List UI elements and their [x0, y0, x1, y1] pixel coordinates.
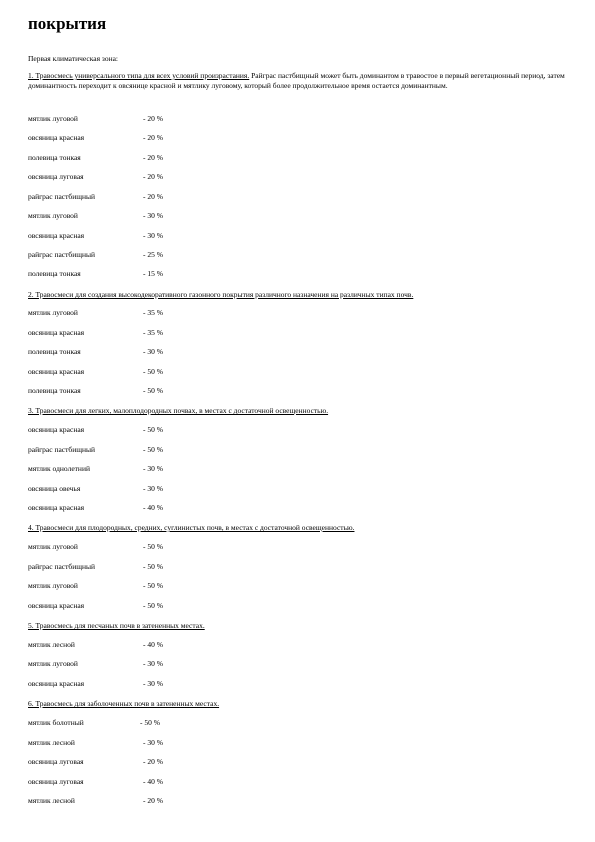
grass-percent: - 25 % [143, 250, 163, 259]
grass-percent: - 50 % [143, 445, 163, 454]
grass-percent: - 20 % [143, 796, 163, 805]
grass-name: мятлик луговой [28, 308, 78, 317]
grass-percent: - 20 % [143, 757, 163, 766]
grass-percent: - 50 % [140, 718, 160, 727]
grass-percent: - 40 % [143, 503, 163, 512]
grass-name: овсяница красная [28, 679, 85, 688]
grass-percent: - 50 % [143, 386, 163, 395]
grass-percent: - 35 % [143, 308, 163, 317]
grass-percent: - 30 % [143, 231, 163, 240]
grass-name: овсяница красная [28, 601, 85, 610]
climate-zone-subtitle: Первая климатическая зона: [28, 54, 119, 63]
section-heading [28, 699, 566, 709]
grass-percent: - 20 % [143, 133, 163, 142]
grass-percent: - 30 % [143, 738, 163, 747]
grass-name: мятлик лесной [28, 796, 75, 805]
grass-percent: - 15 % [143, 269, 163, 278]
grass-name: полевица тонкая [28, 153, 81, 162]
grass-percent: - 20 % [143, 153, 163, 162]
section-heading-lead: 4. Травосмеси для плодородных, средних, суглинистых почв, в местах с достаточной освещенностью. [28, 523, 355, 532]
grass-name: райграс пастбищный [28, 250, 96, 259]
grass-name: овсяница красная [28, 503, 85, 512]
grass-percent: - 50 % [143, 562, 163, 571]
grass-name: овсяница луговая [28, 777, 84, 786]
section-heading-lead: 1. Травосмесь универсального типа для всех условий произрастания. [28, 71, 250, 80]
section-heading [28, 523, 566, 533]
section-heading [28, 621, 566, 631]
grass-name: мятлик луговой [28, 114, 78, 123]
grass-percent: - 30 % [143, 484, 163, 493]
grass-name: овсяница овечья [28, 484, 81, 493]
section-heading-lead: 2. Травосмеси для создания высокодекоративного газонного покрытия различного назначения на различных типах почв. [28, 290, 414, 299]
grass-name: мятлик луговой [28, 581, 78, 590]
grass-percent: - 20 % [143, 192, 163, 201]
section-heading-lead: 6. Травосмесь для заболоченных почв в затененных местах. [28, 699, 220, 708]
grass-percent: - 20 % [143, 172, 163, 181]
grass-name: полевица тонкая [28, 347, 81, 356]
grass-percent: - 30 % [143, 211, 163, 220]
grass-name: полевица тонкая [28, 386, 81, 395]
grass-name: райграс пастбищный [28, 562, 96, 571]
section-heading [28, 290, 566, 300]
grass-name: мятлик луговой [28, 659, 78, 668]
grass-name: райграс пастбищный [28, 192, 96, 201]
grass-percent: - 30 % [143, 679, 163, 688]
grass-name: овсяница красная [28, 231, 85, 240]
grass-percent: - 50 % [143, 601, 163, 610]
grass-name: мятлик лесной [28, 640, 75, 649]
grass-percent: - 50 % [143, 367, 163, 376]
grass-percent: - 35 % [143, 328, 163, 337]
grass-percent: - 40 % [143, 777, 163, 786]
grass-name: овсяница луговая [28, 172, 84, 181]
section-heading-lead: 5. Травосмесь для песчаных почв в затененных местах. [28, 621, 205, 630]
grass-name: мятлик однолетний [28, 464, 90, 473]
grass-name: овсяница луговая [28, 757, 84, 766]
section-heading-lead: 3. Травосмеси для легких, малоплодородных почвах, в местах с достаточной освещенностью. [28, 406, 329, 415]
section-heading-rest: Райграс пастбищный может быть доминантом в травостое в первый вегетационный период, затем доминантность переходит к овсянице красной и мятлику луговому, который более продолжительное время остается доминантным. [28, 71, 565, 90]
grass-name: полевица тонкая [28, 269, 81, 278]
grass-name: мятлик луговой [28, 211, 78, 220]
grass-percent: - 50 % [143, 542, 163, 551]
grass-name: мятлик болотный [28, 718, 84, 727]
grass-name: райграс пастбищный [28, 445, 96, 454]
grass-percent: - 20 % [143, 114, 163, 123]
grass-percent: - 30 % [143, 464, 163, 473]
grass-name: овсяница красная [28, 425, 85, 434]
grass-name: овсяница красная [28, 133, 85, 142]
grass-name: мятлик лесной [28, 738, 75, 747]
grass-percent: - 40 % [143, 640, 163, 649]
grass-percent: - 50 % [143, 425, 163, 434]
section-heading [28, 71, 566, 90]
grass-percent: - 30 % [143, 347, 163, 356]
page-title: покрытия [28, 14, 107, 33]
grass-percent: - 30 % [143, 659, 163, 668]
grass-name: овсяница красная [28, 367, 85, 376]
grass-name: овсяница красная [28, 328, 85, 337]
grass-percent: - 50 % [143, 581, 163, 590]
grass-name: мятлик луговой [28, 542, 78, 551]
section-heading [28, 406, 566, 416]
